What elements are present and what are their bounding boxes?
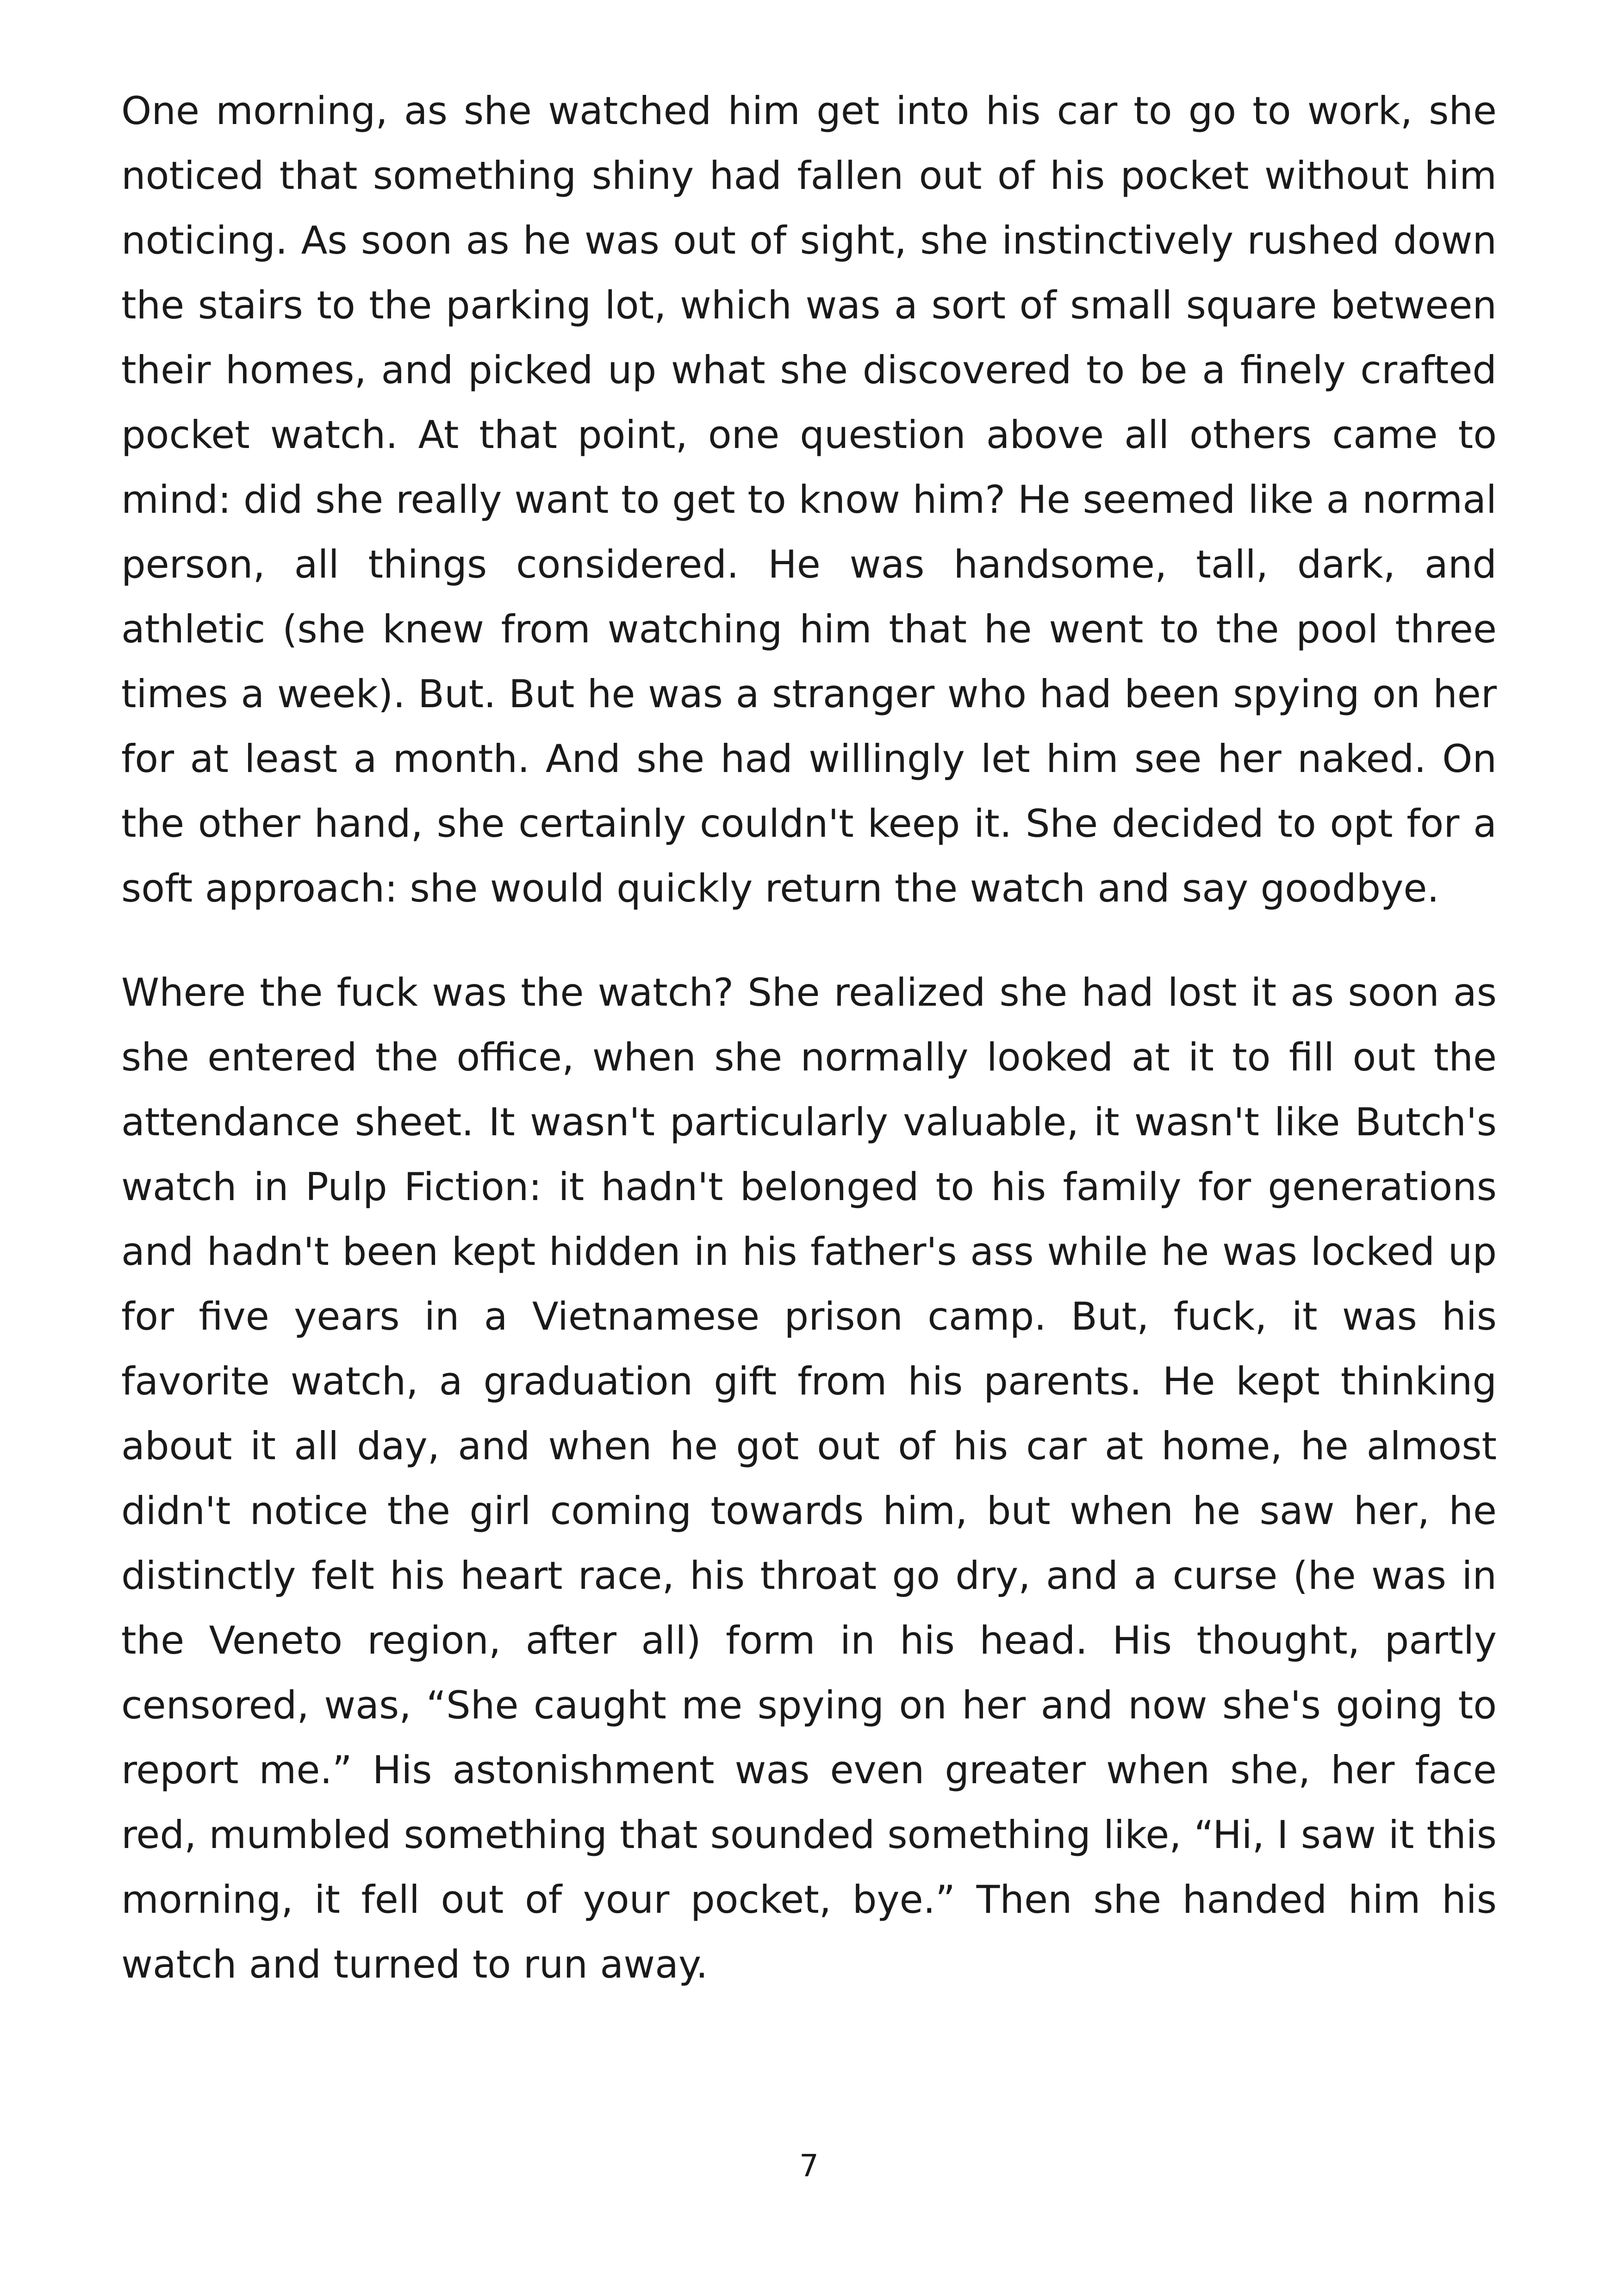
body-text xyxy=(121,79,1497,2036)
paragraph: Where the fuck was the watch? She realized she had lost it as soon as she entered the office, when she normally looked at it to fill out the attendance sheet. It wasn't particularly valuable, it wasn't like Butch's watch in Pulp Fiction: it hadn't belonged to his family for generations and hadn't been kept hidden in his father's ass while he was locked up for five years in a Vietnamese prison camp. But, fuck, it was his favorite watch, a graduation gift from his parents. He kept thinking about it all day, and when he got out of his car at home, he almost didn't notice the girl coming towards him, but when he saw her, he distinctly felt his heart race, his throat go dry, and a curse (he was in the Veneto region, after all) form in his head. His thought, partly censored, was, “She caught me spying on her and now she's going to report me.” His astonishment was even greater when she, her face red, mumbled something that sounded something like, “Hi, I saw it this morning, it fell out of your pocket, bye.” Then she handed him his watch and turned to run away. xyxy=(121,970,1497,1987)
page-number: 7 xyxy=(799,2148,819,2184)
paragraph: One morning, as she watched him get into his car to go to work, she noticed that something shiny had fallen out of his pocket without him noticing. As soon as he was out of sight, she instinctively rushed down the stairs to the parking lot, which was a sort of small square between their homes, and picked up what she discovered to be a finely crafted pocket watch. At that point, one question above all others came to mind: did she really want to get to know him? He seemed like a normal person, all things considered. He was handsome, tall, dark, and athletic (she knew from watching him that he went to the pool three times a week). But. But he was a stranger who had been spying on her for at least a month. And she had willingly let him see her naked. On the other hand, she certainly couldn't keep it. She decided to opt for a soft approach: she would quickly return the watch and say goodbye. xyxy=(121,88,1497,911)
